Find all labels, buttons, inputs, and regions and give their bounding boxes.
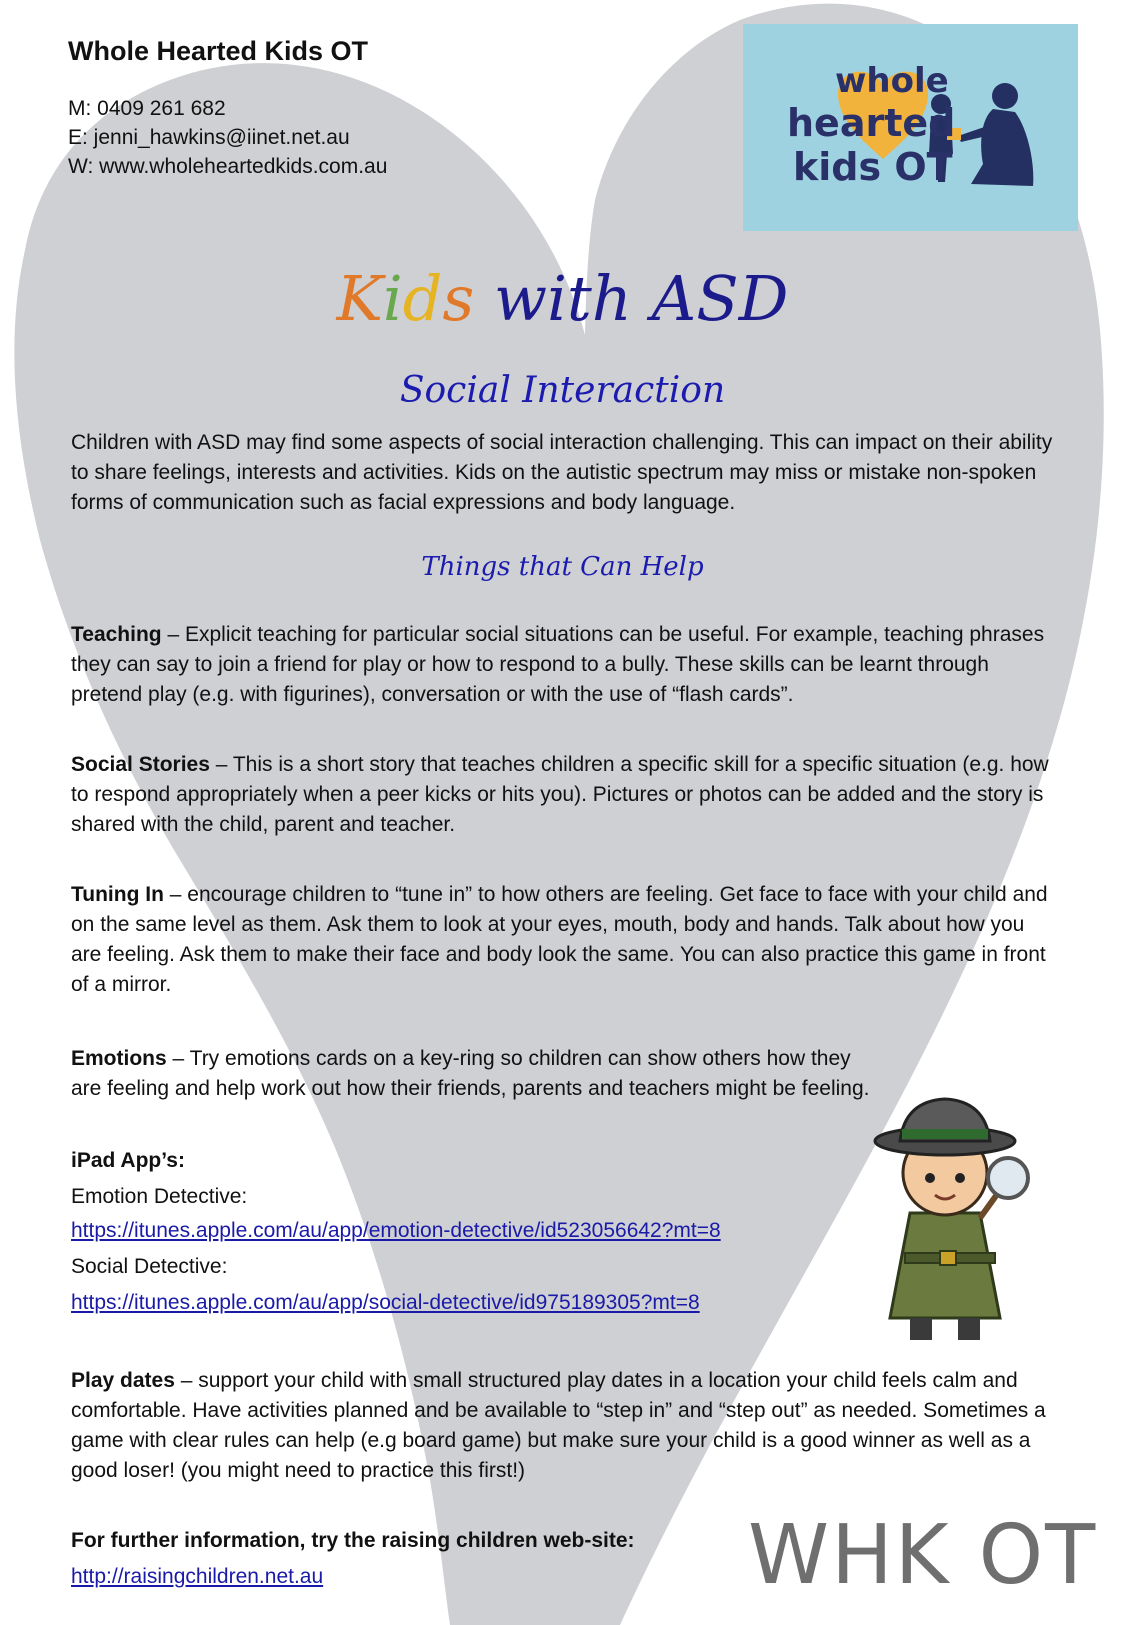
app2-label: Social Detective:: [71, 1255, 228, 1278]
section-text: – encourage children to “tune in” to how others are feeling. Get face to face with your child and on the same level as them. Ask them to look at your eyes, mouth, body and hands. Talk about how you are feeling. Ask them to make their face and body look the same. You can also practice this game in front of a mirror.: [71, 883, 1048, 996]
title-letter: i: [382, 262, 403, 335]
things-heading: Things that Can Help: [421, 552, 704, 582]
section-text: – Explicit teaching for particular social situations can be useful. For example, teaching phrases they can say to join a friend for play or how to respond to a bully. These skills can be learnt through pretend play (e.g. with figurines), conversation or with the use of “flash cards”.: [71, 623, 1045, 706]
organization-name: Whole Hearted Kids OT: [68, 36, 369, 66]
logo-text-kids-ot: kids OT: [793, 145, 953, 189]
title-kids-word: [337, 262, 475, 335]
section-term: Play dates: [71, 1369, 175, 1392]
page-title: [0, 262, 1125, 335]
section-social-stories: [71, 750, 1056, 840]
company-logo: [743, 24, 1078, 231]
intro-paragraph: Children with ASD may find some aspects of social interaction challenging. This can impact on their ability to share feelings, interests and activities. Kids on the autistic spectrum may miss or mistake non-spoken forms of communication such as facial expressions and body language.: [71, 431, 1053, 514]
section-teaching: [71, 620, 1056, 710]
section-term: Teaching: [71, 623, 162, 646]
section-term: Tuning In: [71, 883, 164, 906]
title-letter: K: [336, 262, 383, 335]
page-subtitle: Social Interaction: [399, 370, 726, 411]
section-text: – Try emotions cards on a key-ring so children can show others how they are feeling and help work out how their friends, parents and teachers might be feeling.: [71, 1047, 870, 1100]
footer-logo: WHK OT: [748, 1508, 1098, 1603]
title-letter: s: [442, 262, 475, 335]
detective-illustration: [860, 1093, 1040, 1353]
raising-children-link[interactable]: http://raisingchildren.net.au: [71, 1565, 324, 1588]
further-info-heading-text: For further information, try the raising children web-site:: [71, 1529, 635, 1552]
apps-heading-text: iPad App’s:: [71, 1149, 185, 1172]
app1-label: Emotion Detective:: [71, 1185, 248, 1208]
contact-website: W: www.wholeheartedkids.com.au: [68, 155, 388, 178]
social-detective-link[interactable]: https://itunes.apple.com/au/app/social-detective/id975189305?mt=8: [71, 1291, 700, 1314]
logo-text-whole: whole: [835, 61, 949, 101]
contact-email: E: jenni_hawkins@iinet.net.au: [68, 126, 350, 149]
contact-mobile: M: 0409 261 682: [68, 97, 226, 120]
section-text: – support your child with small structured play dates in a location your child feels calm and comfortable. Have activities planned and be available to “step in” and “step out” as needed. Sometimes a game with clear rules can help (e.g board game) but make sure your child is a good winner as well as a good loser! (you might need to practice this first!): [71, 1369, 1046, 1482]
section-term: Emotions: [71, 1047, 167, 1070]
section-text: – This is a short story that teaches children a specific skill for a specific situation (e.g. how to respond appropriately when a peer kicks or hits you). Pictures or photos can be added and the story is shared with the child, parent and teacher.: [71, 753, 1049, 836]
section-term: Social Stories: [71, 753, 210, 776]
emotion-detective-link[interactable]: https://itunes.apple.com/au/app/emotion-detective/id523056642?mt=8: [71, 1219, 721, 1242]
section-play-dates: [71, 1366, 1061, 1486]
section-emotions: [71, 1044, 871, 1104]
logo-text-hearted: hearted: [787, 101, 956, 145]
section-tuning-in: [71, 880, 1056, 1000]
title-rest: with ASD: [494, 262, 789, 335]
title-letter: d: [402, 262, 443, 335]
